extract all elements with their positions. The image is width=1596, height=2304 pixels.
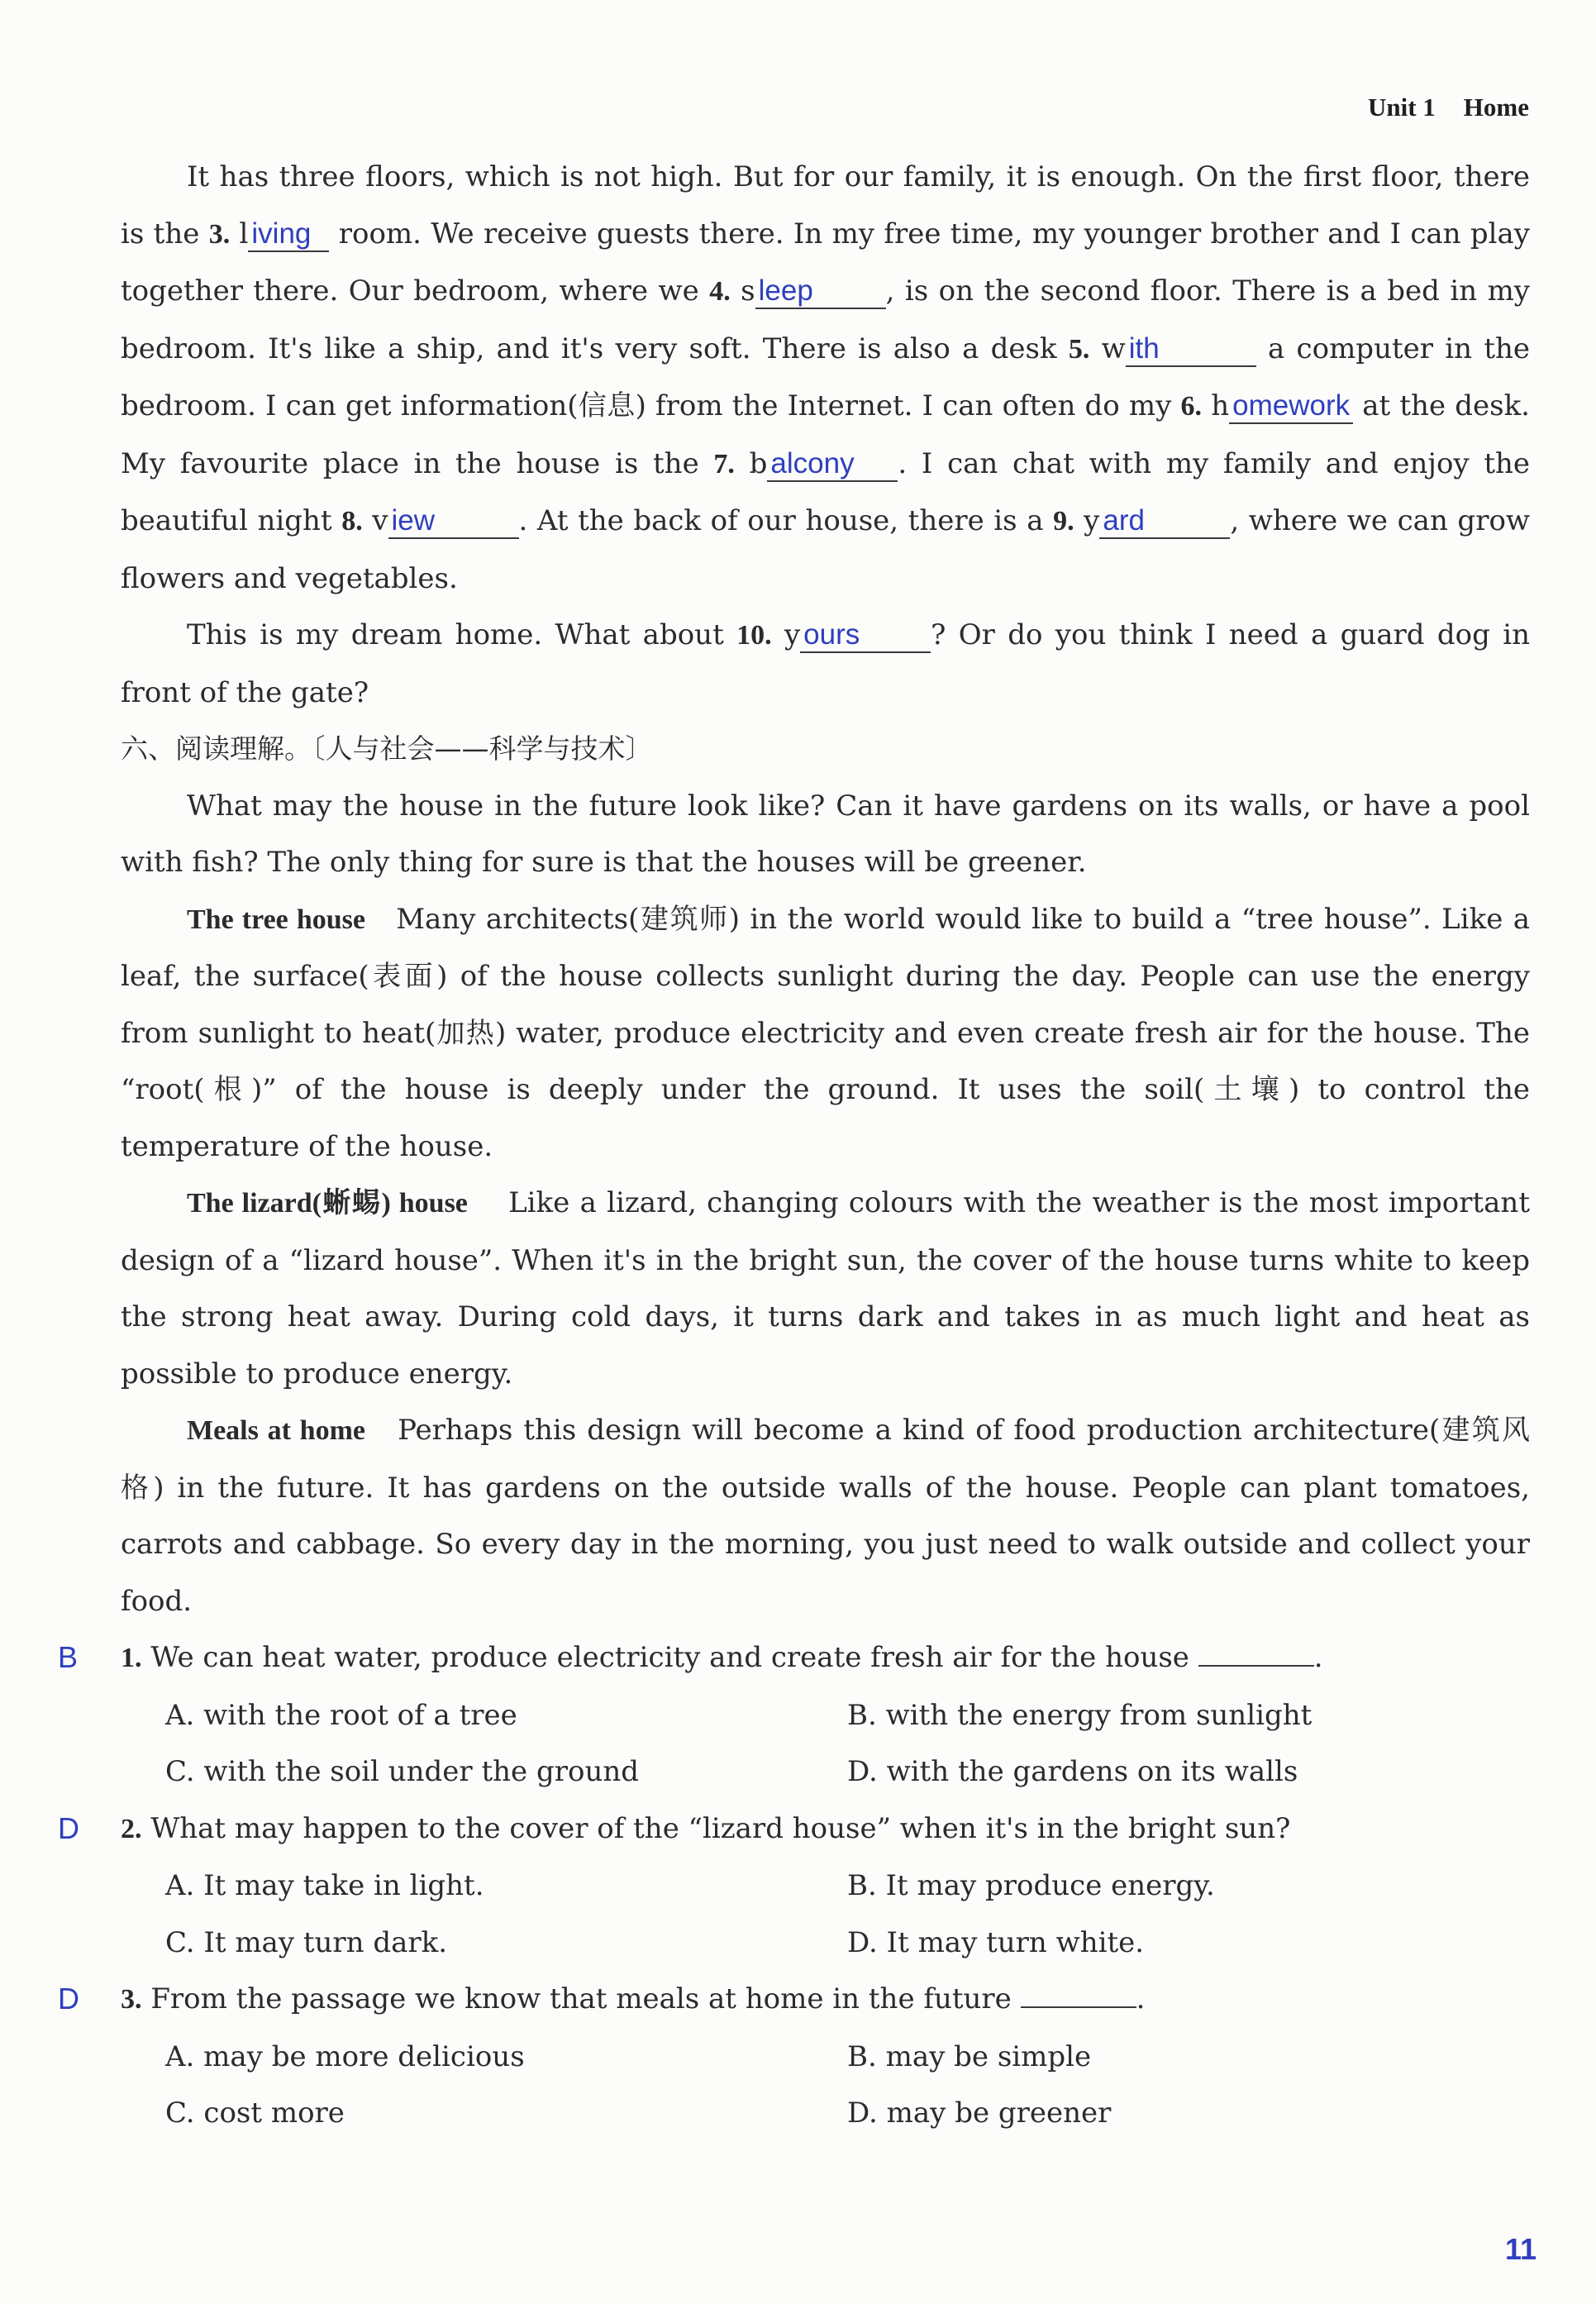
question-1-options [121, 1687, 1530, 1801]
handwritten-answer: B [58, 1640, 79, 1674]
option-a[interactable]: A. may be more delicious [165, 2039, 525, 2073]
option-b[interactable]: B. with the energy from sunlight [847, 1698, 1313, 1732]
cloze-paragraph-2: This is my dream home. What about 10. y ours ? Or do you think I need a guard dog in front of the gate? [121, 618, 1530, 709]
subheading-tree-house: The tree house [187, 904, 365, 935]
question-1: B 1. We can heat water, produce electricity and create fresh air for the house . [121, 1629, 1530, 1687]
answer-blank[interactable]: ard [1099, 504, 1230, 539]
option-c[interactable]: C. with the soil under the ground [165, 1755, 640, 1788]
blank-number: 6. [1180, 391, 1203, 422]
option-c[interactable]: C. It may turn dark. [165, 1925, 448, 1959]
option-a[interactable]: A. with the root of a tree [165, 1698, 517, 1732]
question-blank[interactable] [1198, 1665, 1314, 1667]
option-c[interactable]: C. cost more [165, 2096, 345, 2130]
unit-label: Unit 1 [1367, 93, 1436, 122]
reading-meals-at-home: Meals at home Perhaps this design will become a kind of food production architecture(建筑风格) in the future. It has gardens on the outside walls of the house. People can plant tomatoes, carrots and cabbage. So every day in the morning, you just need to walk outside and collect your food. [121, 1414, 1530, 1618]
blank-number: 3. [208, 218, 231, 250]
question-number: 3. [121, 1984, 142, 2015]
blank-number: 10. [736, 620, 772, 651]
answer-blank[interactable]: iew [388, 504, 519, 539]
reading-lizard-house: The lizard(蜥蜴) house Like a lizard, changing colours with the weather is the most important design of a “lizard house”. When it's in the bright sun, the cover of the house turns white to keep the strong heat away. During cold days, it turns dark and takes in as much light and heat as possible to produce energy. [121, 1186, 1530, 1391]
blank-number: 9. [1053, 506, 1074, 537]
question-stem: We can heat water, produce electricity and create fresh air for the house [150, 1641, 1189, 1674]
option-d[interactable]: D. with the gardens on its walls [847, 1755, 1298, 1788]
cloze-paragraph-1: It has three floors, which is not high. But for our family, it is enough. On the first floor, there is the 3. l iving room. We receive guests there. In my free time, my younger brother and I can play together there. Our bedroom, where we 4. s leep , is on the second floor. There is a bed in my bedroom. It's like a ship, and it's very soft. There is also a desk 5. w ith a computer in the bedroom. I can get information(信息) from the Internet. I can often do my 6. h omework at the desk. My favourite place in the house is the 7. b alcony . I can chat with my family and enjoy the beautiful night 8. v iew . At the back of our house, there is a 9. y ard , where we can grow flowers and vegetables. [121, 160, 1531, 595]
answer-blank[interactable]: ith [1126, 332, 1256, 367]
handwritten-answer: D [58, 1810, 79, 1845]
handwritten-answer: D [58, 1982, 79, 2015]
option-d[interactable]: D. It may turn white. [847, 1925, 1145, 1959]
question-number: 2. [121, 1813, 142, 1844]
question-2-options [121, 1858, 1530, 1971]
option-a[interactable]: A. It may take in light. [165, 1869, 484, 1902]
blank-number: 8. [341, 506, 363, 537]
page-number: 11 [1504, 2232, 1536, 2266]
blank-number: 4. [709, 276, 731, 307]
question-stem: What may happen to the cover of the “lizard house” when it's in the bright sun? [150, 1811, 1291, 1845]
answer-blank[interactable]: leep [755, 274, 886, 309]
section-title: 六、阅读理解。〔人与社会——科学与技术〕 [121, 732, 653, 765]
question-number: 1. [121, 1643, 142, 1673]
answer-blank[interactable]: alcony [767, 447, 898, 482]
question-2 [58, 1801, 1530, 1858]
subheading-lizard-house: The lizard(蜥蜴) house [187, 1188, 468, 1219]
reading-intro: What may the house in the future look like? Can it have gardens on its walls, or have a pool with fish? The only thing for sure is that the houses will be greener. [121, 789, 1530, 879]
option-d[interactable]: D. may be greener [847, 2096, 1112, 2130]
unit-title: Home [1463, 93, 1529, 122]
page-header [1368, 93, 1529, 122]
option-b[interactable]: B. may be simple [847, 2039, 1092, 2073]
question-3: D 3. From the passage we know that meals at home in the future . [121, 1971, 1530, 2029]
option-b[interactable]: B. It may produce energy. [847, 1869, 1215, 1902]
answer-blank[interactable]: ours [800, 618, 931, 653]
question-3-options [121, 2029, 1530, 2142]
subheading-meals: Meals at home [187, 1415, 365, 1446]
reading-tree-house: The tree house Many architects(建筑师) in the world would like to build a “tree house”. Like a leaf, the surface(表面) of the house collects sunlight during the day. People can use the energy from sunlight to heat(加热) water, produce electricity and even create fresh air for the house. The “root(根)” of the house is deeply under the ground. It uses the soil(土壤) to control the temperature of the house. [121, 902, 1530, 1163]
question-blank[interactable] [1021, 2006, 1136, 2008]
answer-blank[interactable]: omework [1229, 389, 1353, 424]
blank-number: 5. [1068, 333, 1090, 365]
blank-number: 7. [713, 448, 735, 479]
question-stem: From the passage we know that meals at home in the future [150, 1982, 1012, 2015]
answer-blank[interactable]: iving [248, 217, 329, 252]
page-content [58, 149, 1531, 2142]
